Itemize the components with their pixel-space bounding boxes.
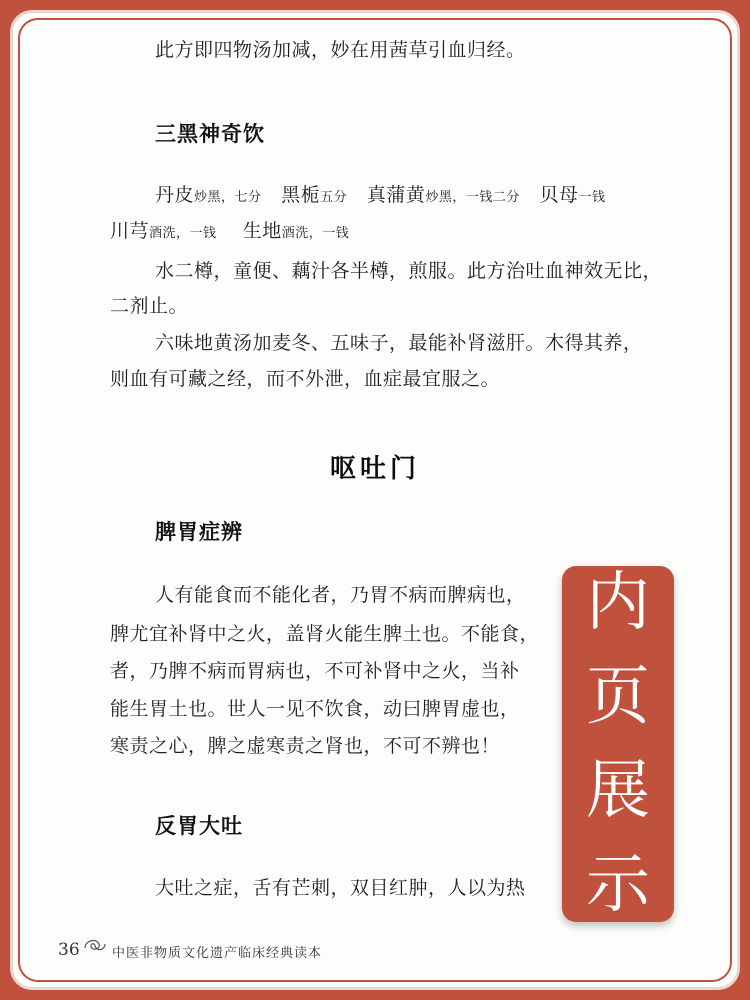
text-line: 二剂止。 [110, 295, 189, 317]
text-line: 脾尤宜补肾中之火，盖肾火能生脾土也。不能食， [110, 623, 540, 645]
text-line: 寒责之心，脾之虚寒责之肾也，不可不辨也！ [110, 735, 501, 757]
text-line: 水二樽，童便、藕汁各半樽，煎服。此方治吐血神效无比， [155, 260, 663, 282]
book-title: 中医非物质文化遗产临床经典读本 [112, 946, 323, 961]
herb-note: 炒黑，七分 [194, 190, 262, 205]
badge-char: 示 [586, 848, 650, 922]
prescription-line-1 [155, 180, 606, 207]
herb-note: 五分 [320, 190, 348, 205]
text-line: 六味地黄汤加麦冬、五味子，最能补肾滋肝。木得其养， [155, 332, 643, 354]
badge-char: 页 [586, 660, 650, 734]
swirl-ornament-icon [83, 936, 107, 954]
preview-badge [562, 566, 674, 922]
text-line: 此方即四物汤加减，妙在用茜草引血归经。 [155, 39, 526, 61]
herb-name: 生地 [242, 220, 282, 242]
heading-piwei: 脾胃症辨 [155, 519, 243, 544]
text-line: 能生胃土也。世人一见不饮食，动曰脾胃虚也， [110, 698, 520, 720]
herb-note: 炒黑，一钱二分 [425, 190, 520, 205]
herb-note: 酒洗，一钱 [281, 226, 350, 241]
page-number: 36 [58, 940, 80, 960]
herb-name: 川芎 [110, 220, 150, 242]
herb-note: 一钱 [578, 190, 606, 205]
text-line: 者，乃脾不病而胃病也，不可补肾中之火，当补 [110, 660, 520, 682]
text-line: 则血有可藏之经，而不外泄，血症最宜服之。 [110, 368, 501, 390]
herb-name: 黑栀 [281, 184, 321, 206]
badge-char: 内 [586, 566, 650, 640]
heading-fanwei: 反胃大吐 [155, 813, 243, 838]
section-title: 呕吐门 [329, 454, 420, 484]
badge-char: 展 [586, 754, 650, 828]
prescription-line-2 [110, 216, 349, 243]
herb-name: 贝母 [539, 184, 579, 206]
herb-note: 酒洗，一钱 [149, 226, 217, 241]
heading-sanhei: 三黑神奇饮 [155, 121, 265, 146]
text-line: 大吐之症，舌有芒刺，双目红肿，人以为热 [155, 877, 526, 899]
herb-name: 丹皮 [155, 184, 195, 206]
herb-name: 真蒲黄 [366, 184, 426, 206]
text-line: 人有能食而不能化者，乃胃不病而脾病也， [155, 584, 526, 606]
